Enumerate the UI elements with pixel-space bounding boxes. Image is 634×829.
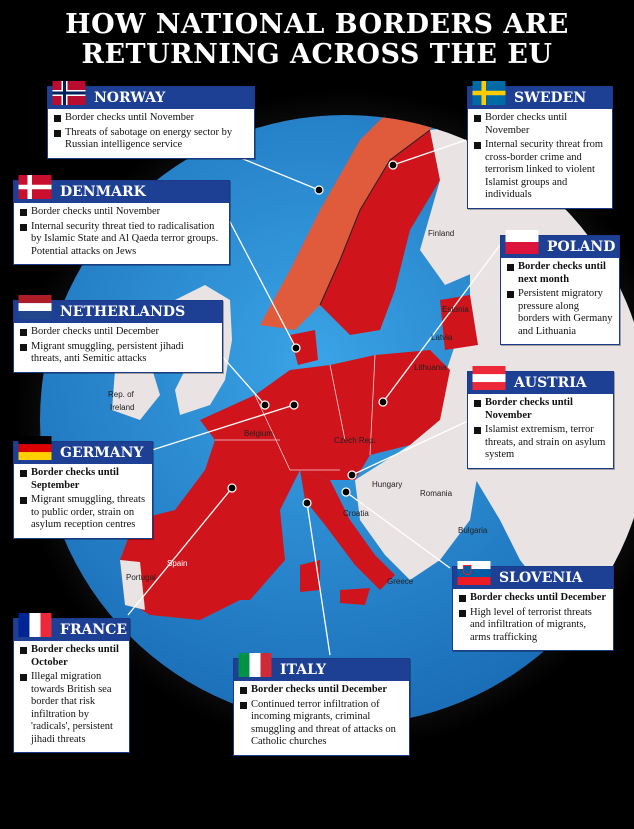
- sicily: [340, 588, 370, 605]
- label-estonia: Estonia: [442, 305, 469, 314]
- country-name: FRANCE: [60, 622, 128, 638]
- border-check-text: Border checks until December: [251, 684, 387, 695]
- title-line-2: RETURNING ACROSS THE EU: [81, 39, 553, 70]
- italy-flag-icon: [238, 653, 272, 677]
- panel-sweden: [467, 86, 613, 209]
- country-name: NETHERLANDS: [60, 304, 186, 320]
- label-ireland-1: Rep. of: [108, 390, 134, 399]
- label-belgium: Belgium: [244, 429, 273, 438]
- country-name: SWEDEN: [514, 90, 587, 106]
- poland-flag-icon: [505, 230, 539, 254]
- label-ireland-2: Ireland: [110, 403, 135, 412]
- border-check-text: Border checks until November: [65, 112, 195, 123]
- panel-poland: [500, 235, 620, 345]
- country-name: SLOVENIA: [499, 570, 583, 586]
- panel-norway: [47, 86, 255, 159]
- slovenia-flag-icon: [457, 561, 491, 585]
- country-name: GERMANY: [60, 445, 144, 461]
- label-czech: Czech Rep.: [334, 436, 376, 445]
- border-check-text: Border checks until November: [485, 397, 573, 421]
- title-line-1: HOW NATIONAL BORDERS ARE: [65, 9, 569, 40]
- label-hungary: Hungary: [372, 480, 403, 489]
- threat-text: Threats of sabotage on energy sector by Russian intelligence service: [65, 126, 233, 150]
- label-bulgaria: Bulgaria: [458, 526, 488, 535]
- threat-text: Migrant smuggling, threats to public order, strain on asylum reception centres: [31, 494, 146, 530]
- panel-italy: [233, 658, 410, 756]
- panel-germany: [13, 441, 153, 539]
- label-spain: Spain: [167, 559, 188, 568]
- label-portugal: Portugal: [126, 573, 156, 582]
- border-check-text: Border checks until November: [31, 206, 161, 217]
- panel-denmark: [13, 180, 230, 265]
- country-name: POLAND: [547, 239, 616, 255]
- label-latvia: Latvia: [431, 333, 453, 342]
- country-name: AUSTRIA: [514, 375, 587, 391]
- panel-slovenia: [452, 566, 614, 651]
- denmark-flag-icon: [18, 175, 52, 199]
- threat-text: Migrant smuggling, persistent jihadi threats, anti Semitic attacks: [31, 340, 184, 364]
- border-check-text: Border checks until October: [31, 644, 119, 668]
- netherlands-flag-icon: [18, 295, 52, 319]
- border-check-text: Border checks until November: [485, 112, 568, 136]
- norway-flag-icon: [52, 81, 86, 105]
- austria-flag-icon: [472, 366, 506, 390]
- border-check-text: Border checks until September: [31, 467, 119, 491]
- threat-text: Persistent migratory pressure along borders with Germany and Lithuania: [518, 288, 613, 337]
- threat-text: Illegal migration towards British sea border that risk infiltration by 'radicals', persistent jihadi threats: [31, 671, 113, 745]
- threat-text: Islamist extremism, terror threats, and strain on asylum system: [485, 424, 606, 460]
- country-name: DENMARK: [60, 184, 146, 200]
- border-check-text: Border checks until next month: [518, 261, 606, 285]
- label-finland: Finland: [428, 229, 455, 238]
- panel-france: [13, 618, 130, 753]
- threat-text: Internal security threat from cross-border crime and terrorism linked to violent Islamist groups and individuals: [485, 139, 604, 200]
- threat-text: High level of terrorist threats and infiltration of migrants, arms trafficking: [470, 606, 592, 643]
- panel-netherlands: [13, 300, 223, 373]
- country-name: NORWAY: [94, 90, 166, 106]
- germany-flag-icon: [18, 436, 52, 460]
- label-greece: Greece: [387, 577, 414, 586]
- threat-text: Internal security threat tied to radicalisation by Islamic State and Al Qaeda terror groups. Potential attacks on Jews: [31, 220, 219, 257]
- panel-austria: [467, 371, 614, 469]
- label-lithuania: Lithuania: [414, 363, 447, 372]
- label-romania: Romania: [420, 489, 453, 498]
- label-croatia: Croatia: [343, 509, 369, 518]
- threat-text: Continued terror infiltration of incoming migrants, criminal smuggling and threat of attacks on Catholic churches: [251, 698, 396, 747]
- sweden-flag-icon: [472, 81, 506, 105]
- france-flag-icon: [18, 613, 52, 637]
- country-name: ITALY: [280, 662, 327, 678]
- border-check-text: Border checks until December: [31, 326, 159, 337]
- border-check-text: Border checks until December: [470, 592, 606, 603]
